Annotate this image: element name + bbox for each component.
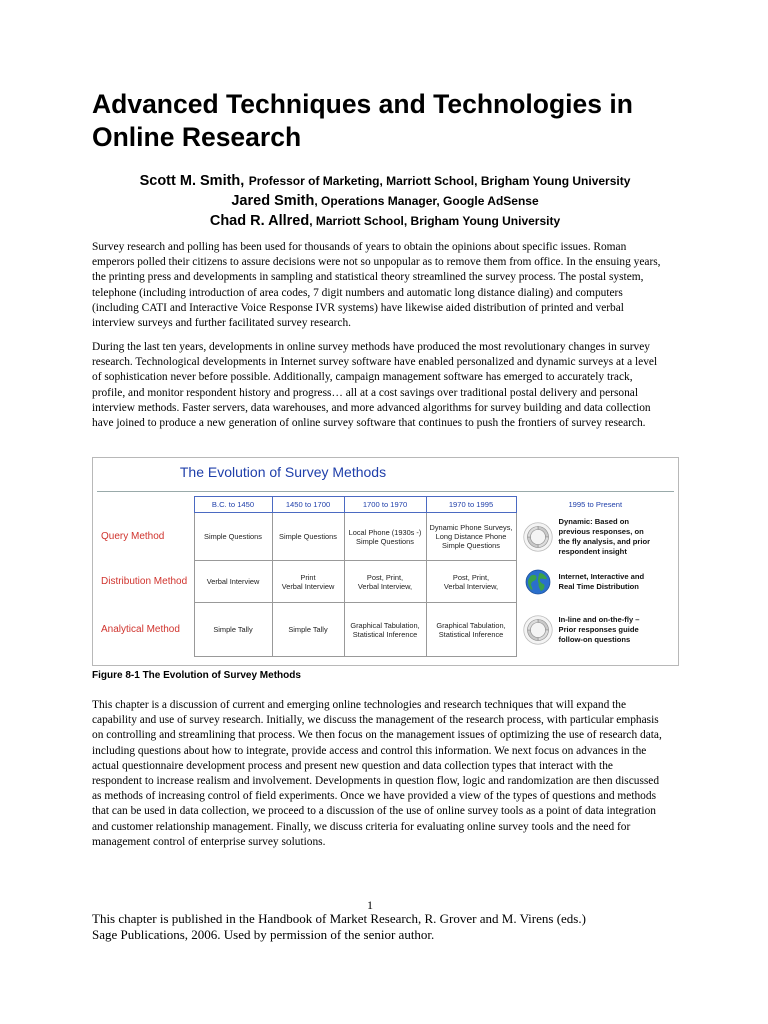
evolution-table [97, 496, 674, 657]
author-name: Jared Smith [231, 193, 315, 209]
page-title [92, 88, 692, 154]
table-cell [272, 561, 344, 603]
present-cell [516, 561, 674, 603]
era-header: 1450 to 1700 [272, 497, 344, 513]
row-label: Analytical Method [101, 624, 180, 635]
present-line: follow-on questions [558, 634, 631, 644]
present-description [559, 572, 645, 592]
globe-icon [523, 567, 553, 597]
author-1 [80, 171, 690, 191]
table-row [97, 513, 674, 561]
era-header-row [97, 497, 674, 513]
cell-line: Statistical Inference [438, 629, 504, 639]
footnote-line-2: Sage Publications, 2006. Used by permission of the senior author. [92, 927, 435, 942]
cell-line: Verbal Interview [281, 581, 335, 591]
cell-line: Simple Tally [288, 625, 328, 634]
figure-divider [97, 491, 674, 492]
table-cell [344, 603, 426, 657]
era-header: 1700 to 1970 [344, 497, 426, 513]
cell-line: Verbal Interview, [357, 581, 413, 591]
present-line: the fly analysis, and prior [558, 536, 651, 546]
cell-line: Local Phone (1930s -) [348, 527, 422, 537]
cell-line: Simple Questions [356, 536, 414, 546]
table-cell [272, 603, 344, 657]
cell-line: Post, Print, [452, 572, 490, 582]
paragraph-developments: During the last ten years, developments in online survey methods have produced the most revolutionary changes in survey research. Technological developments in Internet survey software have enabled personalized and dynamic surveys at a level of sophistication never before possible. Additionally, campaign management software has emerged to accurately track, profile, and monitor respondent history and progress… all at a cost savings over traditional postal delivery and personal interview methods. Faster servers, data warehouses, and more advanced algorithms for survey building and data collection have joined to produce a new generation of online survey software that continues to push the frontiers of survey research. [92, 341, 658, 430]
table-cell [194, 513, 272, 561]
cell-line: Dynamic Phone Surveys, [429, 523, 513, 532]
cell-line: Verbal Interview [206, 577, 260, 586]
figure-title: The Evolution of Survey Methods [179, 464, 387, 480]
title-line-2: Online Research [92, 122, 302, 152]
present-line: Internet, Interactive and [558, 571, 645, 581]
row-label: Query Method [101, 531, 165, 542]
table-row [97, 603, 674, 657]
present-line: Real Time Distribution [558, 581, 639, 591]
present-cell [516, 603, 674, 657]
paragraph-intro: Survey research and polling has been used for thousands of years to obtain the opinions about specific issues. Roman emperors polled their citizens to assure decisions were not so unpopular as to remove them from office. In the ensuing years, the printing press and developments in sampling and statistical theory streamlined the survey process. The postal system, telephone (including introduction of area codes, 7 digit numbers and automatic long distance dialing) and computers (including CATI and Interactive Voice Response IVR systems) have likewise aided distribution of printed and verbal interview surveys and further facilitated survey research. [92, 241, 661, 330]
cell-line: Simple Questions [204, 532, 262, 541]
cell-line: Graphical Tabulation, [350, 620, 420, 630]
table-cell [194, 603, 272, 657]
author-name: Chad R. Allred [209, 213, 310, 229]
table-cell [426, 513, 516, 561]
cell-line: Statistical Inference [352, 629, 418, 639]
table-cell [272, 513, 344, 561]
cell-line: Graphical Tabulation, [436, 620, 506, 630]
title-line-1: Advanced Techniques and Technologies in [92, 89, 633, 119]
era-header: 1970 to 1995 [426, 497, 516, 513]
author-3 [80, 211, 690, 231]
footnote-line-1: This chapter is published in the Handbook of Market Research, R. Grover and M. Virens (eds.) [92, 911, 586, 926]
cell-line: Simple Questions [279, 532, 337, 541]
present-line: previous responses, on [558, 526, 644, 536]
header-spacer [97, 497, 194, 513]
present-line: respondent insight [558, 546, 627, 556]
publication-footnote [92, 911, 702, 943]
cell-line: Post, Print, [366, 572, 404, 582]
present-line: Dynamic: Based on [558, 516, 629, 526]
page-number: 1 [367, 898, 373, 912]
author-affiliation: , Operations Manager, Google AdSense [314, 194, 539, 208]
cycle-arrows-icon [523, 615, 553, 645]
table-row [97, 561, 674, 603]
present-cell [516, 513, 674, 561]
author-2 [80, 191, 690, 211]
table-cell [426, 603, 516, 657]
present-line: In-line and on-the-fly – [558, 614, 640, 624]
author-list [80, 171, 690, 231]
present-line: Prior responses guide [558, 624, 639, 634]
cell-line: Verbal Interview, [443, 581, 499, 591]
cell-line: Simple Questions [442, 541, 500, 550]
cell-line: Print [300, 572, 316, 582]
author-affiliation: , Marriott School, Brigham Young University [309, 214, 561, 228]
table-cell [194, 561, 272, 603]
table-cell [344, 513, 426, 561]
table-cell [344, 561, 426, 603]
era-header: B.C. to 1450 [194, 497, 272, 513]
present-description [559, 517, 651, 557]
era-header: 1995 to Present [568, 500, 623, 509]
row-label: Distribution Method [101, 576, 188, 587]
author-affiliation: Professor of Marketing, Marriott School, Brigham Young University [248, 174, 631, 188]
table-cell [426, 561, 516, 603]
author-name: Scott M. Smith, [139, 173, 245, 189]
cycle-arrows-icon [523, 522, 553, 552]
cell-line: Simple Tally [213, 625, 253, 634]
cell-line: Long Distance Phone [435, 532, 507, 541]
paragraph-chapter-overview: This chapter is a discussion of current and emerging online technologies and research techniques that will expand the capability and use of survey research. Initially, we discuss the management of the research process, with particular emphasis on controlling and streamlining that process. We then focus on the management issues of optimizing the use of research data, including questions about how to integrate, provide access and control this information. We next focus on advances in the actual questionnaire development process and present new question and data collection types that interact with the respondent to increase realism and involvement. Developments in question flow, logic and randomization are then discussed as methods of increasing control of field experiments. Once we have provided a view of the types of questions and methods that can be used in data collection, we proceed to a discussion of the use of online survey tools as a point of data integration and customer relationship management. Finally, we discuss criteria for evaluating online survey tools and the need for management control of enterprise survey solutions. [92, 699, 662, 848]
present-description [559, 615, 640, 645]
figure-caption: Figure 8-1 The Evolution of Survey Methods [92, 670, 301, 681]
evolution-figure [92, 457, 679, 666]
